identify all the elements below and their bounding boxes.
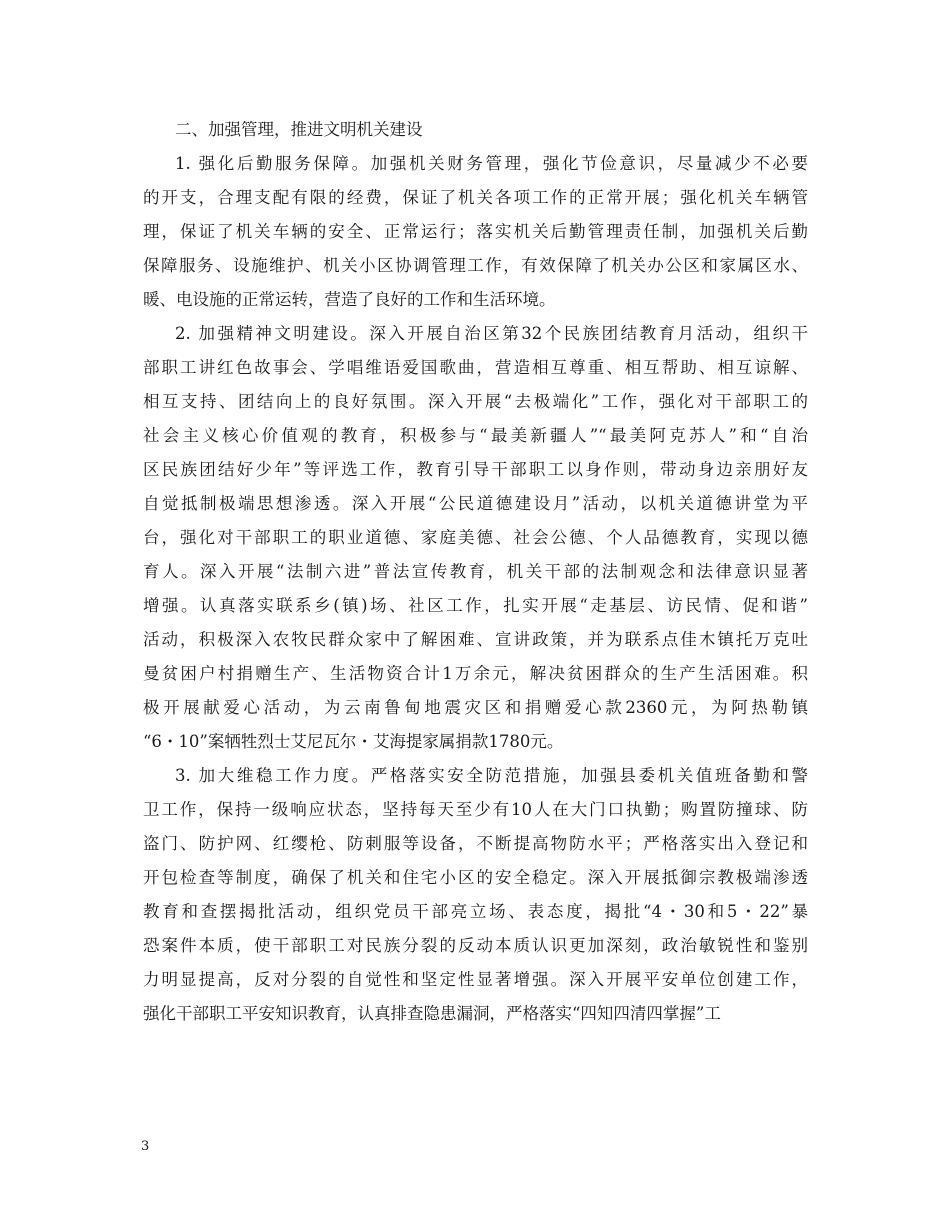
- paragraph-line: 教育和查摆揭批活动，组织党员干部亮立场、表态度，揭批“4・30和5・22”暴: [143, 902, 808, 921]
- paragraph-line: 暖、电设施的正常运转，营造了良好的工作和生活环境。: [143, 290, 556, 309]
- body-paragraph: [143, 317, 808, 759]
- paragraph-line: 2. 加强精神文明建设。深入开展自治区第32个民族团结教育月活动，组织干: [175, 324, 808, 343]
- paragraph-line: 的开支，合理支配有限的经费，保证了机关各项工作的正常开展；强化机关车辆管: [143, 188, 808, 207]
- body-paragraph: [143, 147, 808, 317]
- paragraph-line: 区民族团结好少年”等评选工作，教育引导干部职工以身作则，带动身边亲朋好友: [143, 460, 808, 479]
- paragraph-line: 开包检查等制度，确保了机关和住宅小区的安全稳定。深入开展抵御宗教极端渗透: [143, 868, 808, 887]
- paragraph-line: 3. 加大维稳工作力度。严格落实安全防范措施，加强县委机关值班备勤和警: [175, 766, 808, 785]
- paragraph-line: 恐案件本质，使干部职工对民族分裂的反动本质认识更加深刻，政治敏锐性和鉴别: [143, 936, 808, 955]
- paragraph-line: 部职工讲红色故事会、学唱维语爱国歌曲，营造相互尊重、相互帮助、相互谅解、: [143, 358, 808, 377]
- paragraph-line: 活动，积极深入农牧民群众家中了解困难、宣讲政策，并为联系点佳木镇托万克吐: [143, 630, 808, 649]
- paragraph-line: 社会主义核心价值观的教育，积极参与“最美新疆人”“最美阿克苏人”和“自治: [143, 426, 808, 445]
- paragraph-line: 保障服务、设施维护、机关小区协调管理工作，有效保障了机关办公区和家属区水、: [143, 256, 808, 275]
- paragraph-line: 育人。深入开展“法制六进”普法宣传教育，机关干部的法制观念和法律意识显著: [143, 562, 808, 581]
- paragraph-line: 强化干部职工平安知识教育，认真排查隐患漏洞，严格落实“四知四清四掌握”工: [143, 1004, 721, 1023]
- paragraph-line: “6・10”案牺牲烈士艾尼瓦尔・艾海提家属捐款1780元。: [143, 732, 564, 751]
- paragraph-line: 盗门、防护网、红缨枪、防刺服等设备，不断提高物防水平；严格落实出入登记和: [143, 834, 808, 853]
- paragraph-line: 相互支持、团结向上的良好氛围。深入开展“去极端化”工作，强化对干部职工的: [143, 392, 808, 411]
- paragraph-line: 曼贫困户村捐赠生产、生活物资合计1万余元，解决贫困群众的生产生活困难。积: [143, 664, 808, 683]
- paragraph-line: 力明显提高，反对分裂的自觉性和坚定性显著增强。深入开展平安单位创建工作，: [143, 970, 808, 989]
- document-body: [143, 113, 808, 1031]
- paragraph-line: 台，强化对干部职工的职业道德、家庭美德、社会公德、个人品德教育，实现以德: [143, 528, 808, 547]
- paragraph-line: 理，保证了机关车辆的安全、正常运行；落实机关后勤管理责任制，加强机关后勤: [143, 222, 808, 241]
- section-heading: 二、加强管理，推进文明机关建设: [175, 120, 423, 139]
- paragraph-line: 卫工作，保持一级响应状态，坚持每天至少有10人在大门口执勤；购置防撞球、防: [143, 800, 808, 819]
- paragraph-line: 1. 强化后勤服务保障。加强机关财务管理，强化节俭意识，尽量减少不必要: [175, 154, 808, 173]
- paragraph-line: 极开展献爱心活动，为云南鲁甸地震灾区和捐赠爱心款2360元，为阿热勒镇: [143, 698, 808, 717]
- paragraph-line: 增强。认真落实联系乡(镇)场、社区工作，扎实开展“走基层、访民情、促和谐”: [143, 596, 808, 615]
- page-number: 3: [141, 1139, 150, 1154]
- paragraph-container: [143, 147, 808, 1031]
- paragraph-line: 自觉抵制极端思想渗透。深入开展“公民道德建设月”活动，以机关道德讲堂为平: [143, 494, 808, 513]
- body-paragraph: [143, 759, 808, 1031]
